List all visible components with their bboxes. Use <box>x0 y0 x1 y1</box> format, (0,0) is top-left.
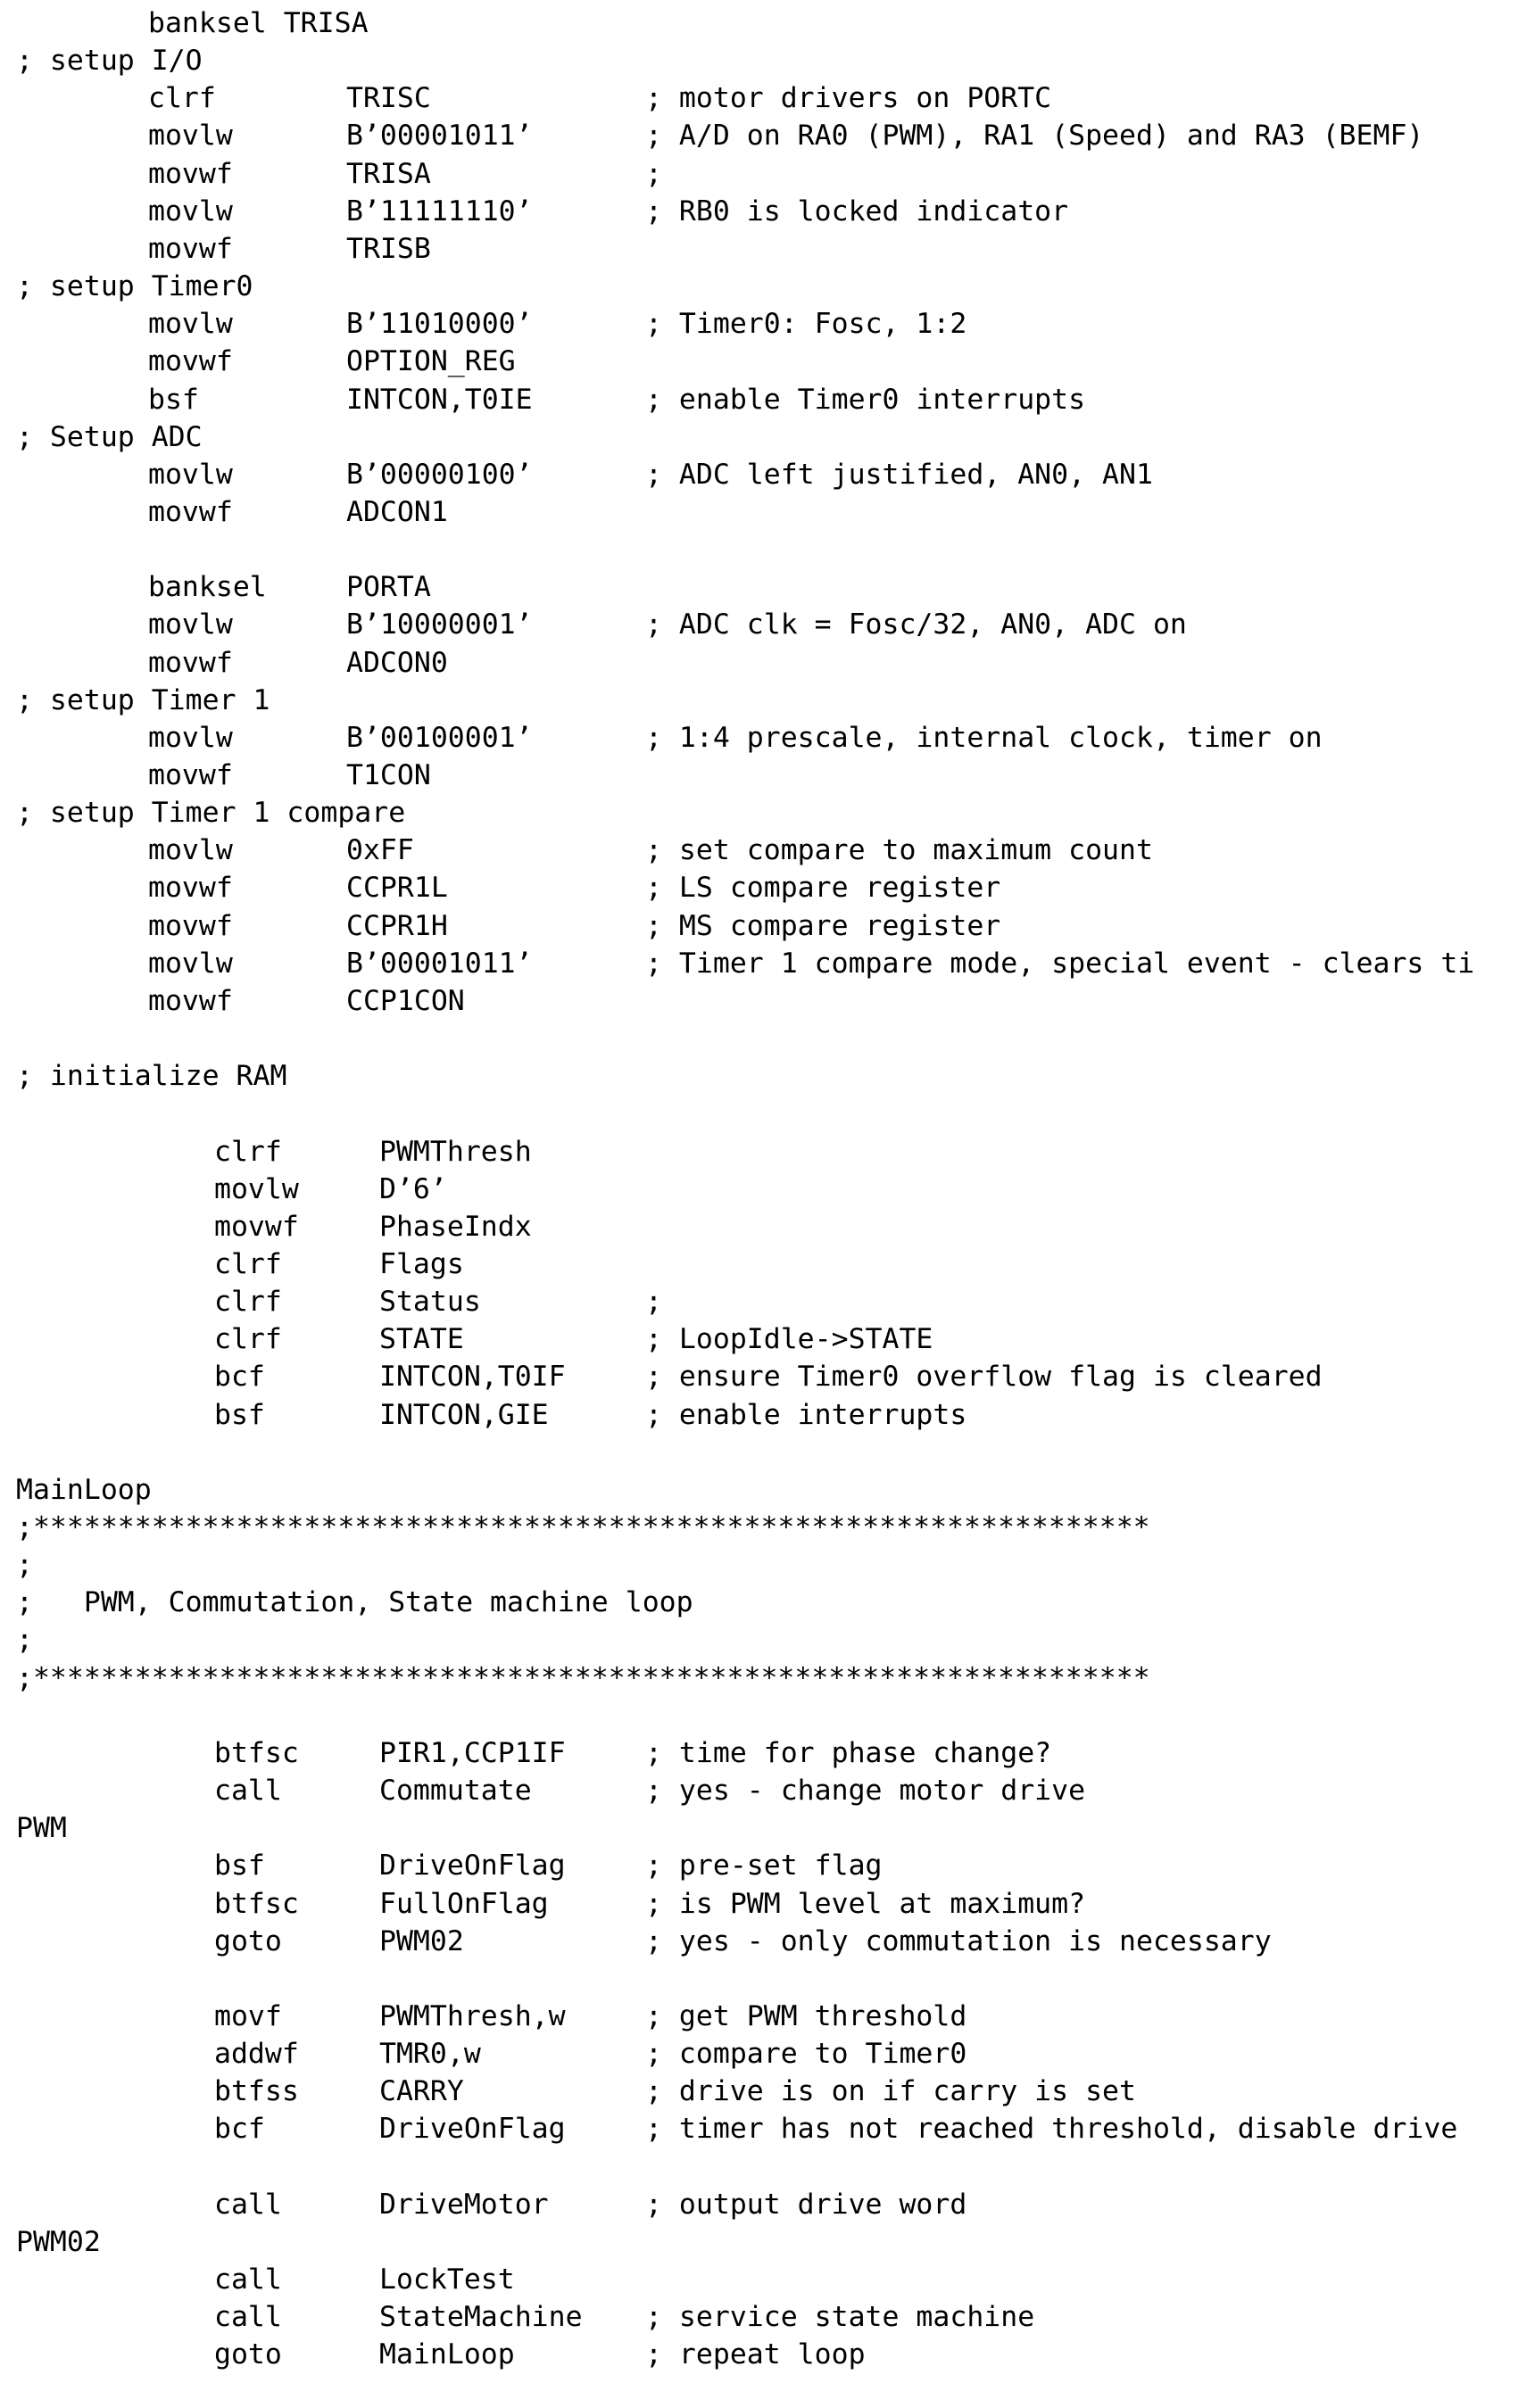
opcode: btfsc <box>214 1736 299 1769</box>
instruction-line <box>16 757 1515 794</box>
operand: TRISC <box>346 82 431 115</box>
opcode: addwf <box>214 2038 299 2071</box>
opcode: movwf <box>148 232 233 265</box>
instruction-line <box>16 1998 1515 2035</box>
operand: ADCON1 <box>346 495 448 528</box>
operand: ADCON0 <box>346 646 448 679</box>
comment-or-label-line <box>16 1621 1515 1659</box>
comment-or-label-line <box>16 418 1515 456</box>
opcode: movwf <box>148 157 233 190</box>
opcode: movwf <box>148 495 233 528</box>
opcode: movwf <box>148 872 233 905</box>
operand: STATE <box>379 1323 464 1356</box>
instruction-line <box>16 1245 1515 1283</box>
instruction-line <box>16 155 1515 193</box>
opcode: bsf <box>214 1849 265 1883</box>
inline-comment: ; output drive word <box>645 2188 967 2221</box>
instruction-line <box>16 230 1515 268</box>
operand: PWMThresh,w <box>379 1999 566 2032</box>
line-text: ; setup Timer0 <box>16 270 253 303</box>
blank-line <box>16 1020 1515 1057</box>
inline-comment: ; 1:4 prescale, internal clock, timer on <box>645 721 1323 754</box>
comment-or-label-line <box>16 1509 1515 1546</box>
operand: LockTest <box>379 2263 515 2296</box>
operand: PWM02 <box>379 1924 464 1957</box>
instruction-line <box>16 2336 1515 2373</box>
opcode: btfss <box>214 2075 299 2108</box>
operand: CCPR1H <box>346 909 448 942</box>
opcode: bsf <box>214 1398 265 1431</box>
opcode: call <box>214 2188 282 2221</box>
comment-or-label-line <box>16 268 1515 305</box>
opcode: movlw <box>148 120 233 153</box>
inline-comment: ; repeat loop <box>645 2338 866 2371</box>
opcode: movwf <box>148 646 233 679</box>
operand: TMR0,w <box>379 2038 481 2071</box>
inline-comment: ; A/D on RA0 (PWM), RA1 (Speed) and RA3 (BEMF) <box>645 120 1424 153</box>
line-text: ; setup Timer 1 compare <box>16 797 406 830</box>
instruction-line <box>16 644 1515 682</box>
inline-comment: ; yes - only commutation is necessary <box>645 1924 1272 1957</box>
line-text: ; Setup ADC <box>16 420 203 453</box>
instruction-line <box>16 193 1515 230</box>
operand: B’10000001’ <box>346 608 533 641</box>
operand: T1CON <box>346 759 431 791</box>
inline-comment: ; pre-set flag <box>645 1849 883 1883</box>
inline-comment: ; timer has not reached threshold, disable drive <box>645 2113 1458 2146</box>
instruction-line <box>16 1847 1515 1884</box>
operand: INTCON,T0IE <box>346 383 533 416</box>
inline-comment: ; RB0 is locked indicator <box>645 194 1069 228</box>
comment-or-label-line <box>16 1057 1515 1095</box>
blank-line <box>16 2148 1515 2186</box>
blank-line <box>16 1095 1515 1132</box>
inline-comment: ; LS compare register <box>645 872 1001 905</box>
operand: PIR1,CCP1IF <box>379 1736 566 1769</box>
line-text: ;****************************************************************** <box>16 1511 1150 1543</box>
opcode: clrf <box>214 1286 282 1319</box>
operand: Flags <box>379 1247 464 1280</box>
line-text: ; setup Timer 1 <box>16 683 270 716</box>
opcode: clrf <box>214 1323 282 1356</box>
instruction-line <box>16 568 1515 606</box>
inline-comment: ; enable interrupts <box>645 1398 967 1431</box>
opcode: call <box>214 1775 282 1808</box>
instruction-line <box>16 117 1515 154</box>
blank-line <box>16 1697 1515 1734</box>
instruction-line <box>16 945 1515 982</box>
instruction-line <box>16 1133 1515 1171</box>
opcode: goto <box>214 2338 282 2371</box>
opcode: clrf <box>214 1247 282 1280</box>
inline-comment: ; time for phase change? <box>645 1736 1052 1769</box>
instruction-line <box>16 1283 1515 1320</box>
opcode: movlw <box>148 608 233 641</box>
opcode: movwf <box>214 1210 299 1243</box>
opcode: clrf <box>148 82 216 115</box>
line-text: ; setup I/O <box>16 45 203 78</box>
instruction-line <box>16 2110 1515 2147</box>
operand: INTCON,T0IF <box>379 1361 566 1394</box>
opcode: movlw <box>148 308 233 341</box>
operand: B’00001011’ <box>346 120 533 153</box>
inline-comment: ; set compare to maximum count <box>645 834 1153 867</box>
opcode: bcf <box>214 1361 265 1394</box>
instruction-line <box>16 1923 1515 1960</box>
comment-or-label-line <box>16 1659 1515 1697</box>
line-text: MainLoop <box>16 1473 152 1506</box>
operand: B’11111110’ <box>346 194 533 228</box>
comment-or-label-line <box>16 1809 1515 1847</box>
instruction-line <box>16 719 1515 757</box>
operand: CCP1CON <box>346 984 465 1017</box>
operand: D’6’ <box>379 1172 447 1205</box>
opcode: bcf <box>214 2113 265 2146</box>
operand: DriveMotor <box>379 2188 549 2221</box>
instruction-line <box>16 1320 1515 1358</box>
opcode: movlw <box>148 458 233 491</box>
comment-or-label-line <box>16 1546 1515 1584</box>
instruction-line <box>16 4 1515 42</box>
instruction-line <box>16 79 1515 117</box>
instruction-line <box>16 456 1515 493</box>
opcode: clrf <box>214 1135 282 1168</box>
inline-comment: ; enable Timer0 interrupts <box>645 383 1086 416</box>
instruction-line <box>16 1171 1515 1208</box>
instruction-line <box>16 832 1515 869</box>
opcode: movf <box>214 1999 282 2032</box>
instruction-line <box>16 2261 1515 2298</box>
opcode: goto <box>214 1924 282 1957</box>
operand: INTCON,GIE <box>379 1398 549 1431</box>
instruction-line <box>16 2073 1515 2110</box>
operand: TRISB <box>346 232 431 265</box>
operand: 0xFF <box>346 834 414 867</box>
line-text: PWM02 <box>16 2225 101 2258</box>
instruction-line <box>16 982 1515 1020</box>
line-text: ; initialize RAM <box>16 1060 287 1093</box>
blank-line <box>16 531 1515 568</box>
instruction-line <box>16 343 1515 380</box>
operand: B’00000100’ <box>346 458 533 491</box>
opcode: call <box>214 2263 282 2296</box>
operand: StateMachine <box>379 2301 583 2334</box>
line-text: ; <box>16 1549 33 1582</box>
opcode: movlw <box>214 1172 299 1205</box>
operand: B’00100001’ <box>346 721 533 754</box>
operand: MainLoop <box>379 2338 515 2371</box>
inline-comment: ; compare to Timer0 <box>645 2038 967 2071</box>
inline-comment: ; yes - change motor drive <box>645 1775 1086 1808</box>
instruction-line <box>16 869 1515 906</box>
opcode: movlw <box>148 834 233 867</box>
opcode: banksel <box>148 571 267 604</box>
inline-comment: ; drive is on if carry is set <box>645 2075 1136 2108</box>
inline-comment: ; Timer 1 compare mode, special event - clears ti <box>645 947 1475 980</box>
instruction-line <box>16 381 1515 418</box>
line-text: ;****************************************************************** <box>16 1661 1150 1694</box>
operand: PhaseIndx <box>379 1210 532 1243</box>
operand: B’00001011’ <box>346 947 533 980</box>
inline-comment: ; LoopIdle->STATE <box>645 1323 933 1356</box>
operand: Status <box>379 1286 481 1319</box>
opcode: movwf <box>148 759 233 791</box>
instruction-line <box>16 1734 1515 1772</box>
line-text: ; PWM, Commutation, State machine loop <box>16 1586 693 1619</box>
instruction-line <box>16 1208 1515 1245</box>
inline-comment: ; service state machine <box>645 2301 1035 2334</box>
opcode: movlw <box>148 194 233 228</box>
comment-or-label-line <box>16 42 1515 79</box>
opcode: movlw <box>148 721 233 754</box>
opcode: call <box>214 2301 282 2334</box>
opcode: movlw <box>148 947 233 980</box>
operand: CCPR1L <box>346 872 448 905</box>
inline-comment: ; Timer0: Fosc, 1:2 <box>645 308 967 341</box>
comment-or-label-line <box>16 794 1515 832</box>
instruction-line <box>16 606 1515 643</box>
line-text: PWM <box>16 1812 67 1845</box>
instruction-line <box>16 1885 1515 1923</box>
inline-comment: ; MS compare register <box>645 909 1001 942</box>
operand: TRISA <box>346 157 431 190</box>
comment-or-label-line <box>16 1471 1515 1509</box>
operand: DriveOnFlag <box>379 2113 566 2146</box>
instruction-line <box>16 2186 1515 2223</box>
inline-comment: ; ADC left justified, AN0, AN1 <box>645 458 1153 491</box>
operand: DriveOnFlag <box>379 1849 566 1883</box>
instruction-line <box>16 1396 1515 1434</box>
instruction-line <box>16 493 1515 531</box>
inline-comment: ; motor drivers on PORTC <box>645 82 1052 115</box>
blank-line <box>16 1960 1515 1998</box>
opcode: movwf <box>148 345 233 378</box>
operand: PORTA <box>346 571 431 604</box>
instruction-line <box>16 2298 1515 2336</box>
code-listing <box>16 0 1515 2408</box>
opcode: btfsc <box>214 1887 299 1920</box>
comment-or-label-line <box>16 1584 1515 1621</box>
line-text: ; <box>16 1624 33 1657</box>
opcode: banksel TRISA <box>148 7 369 39</box>
operand: FullOnFlag <box>379 1887 549 1920</box>
comment-or-label-line <box>16 682 1515 719</box>
inline-comment: ; get PWM threshold <box>645 1999 967 2032</box>
inline-comment: ; is PWM level at maximum? <box>645 1887 1086 1920</box>
operand: OPTION_REG <box>346 345 516 378</box>
inline-comment: ; ADC clk = Fosc/32, AN0, ADC on <box>645 608 1187 641</box>
instruction-line <box>16 2035 1515 2073</box>
inline-comment: ; <box>645 1286 662 1319</box>
opcode: bsf <box>148 383 199 416</box>
operand: PWMThresh <box>379 1135 532 1168</box>
instruction-line <box>16 1358 1515 1395</box>
comment-or-label-line <box>16 2223 1515 2261</box>
inline-comment: ; <box>645 157 662 190</box>
inline-comment: ; ensure Timer0 overflow flag is cleared <box>645 1361 1323 1394</box>
instruction-line <box>16 907 1515 945</box>
instruction-line <box>16 1772 1515 1809</box>
operand: B’11010000’ <box>346 308 533 341</box>
operand: Commutate <box>379 1775 532 1808</box>
opcode: movwf <box>148 984 233 1017</box>
opcode: movwf <box>148 909 233 942</box>
operand: CARRY <box>379 2075 464 2108</box>
blank-line <box>16 1434 1515 1471</box>
instruction-line <box>16 305 1515 343</box>
